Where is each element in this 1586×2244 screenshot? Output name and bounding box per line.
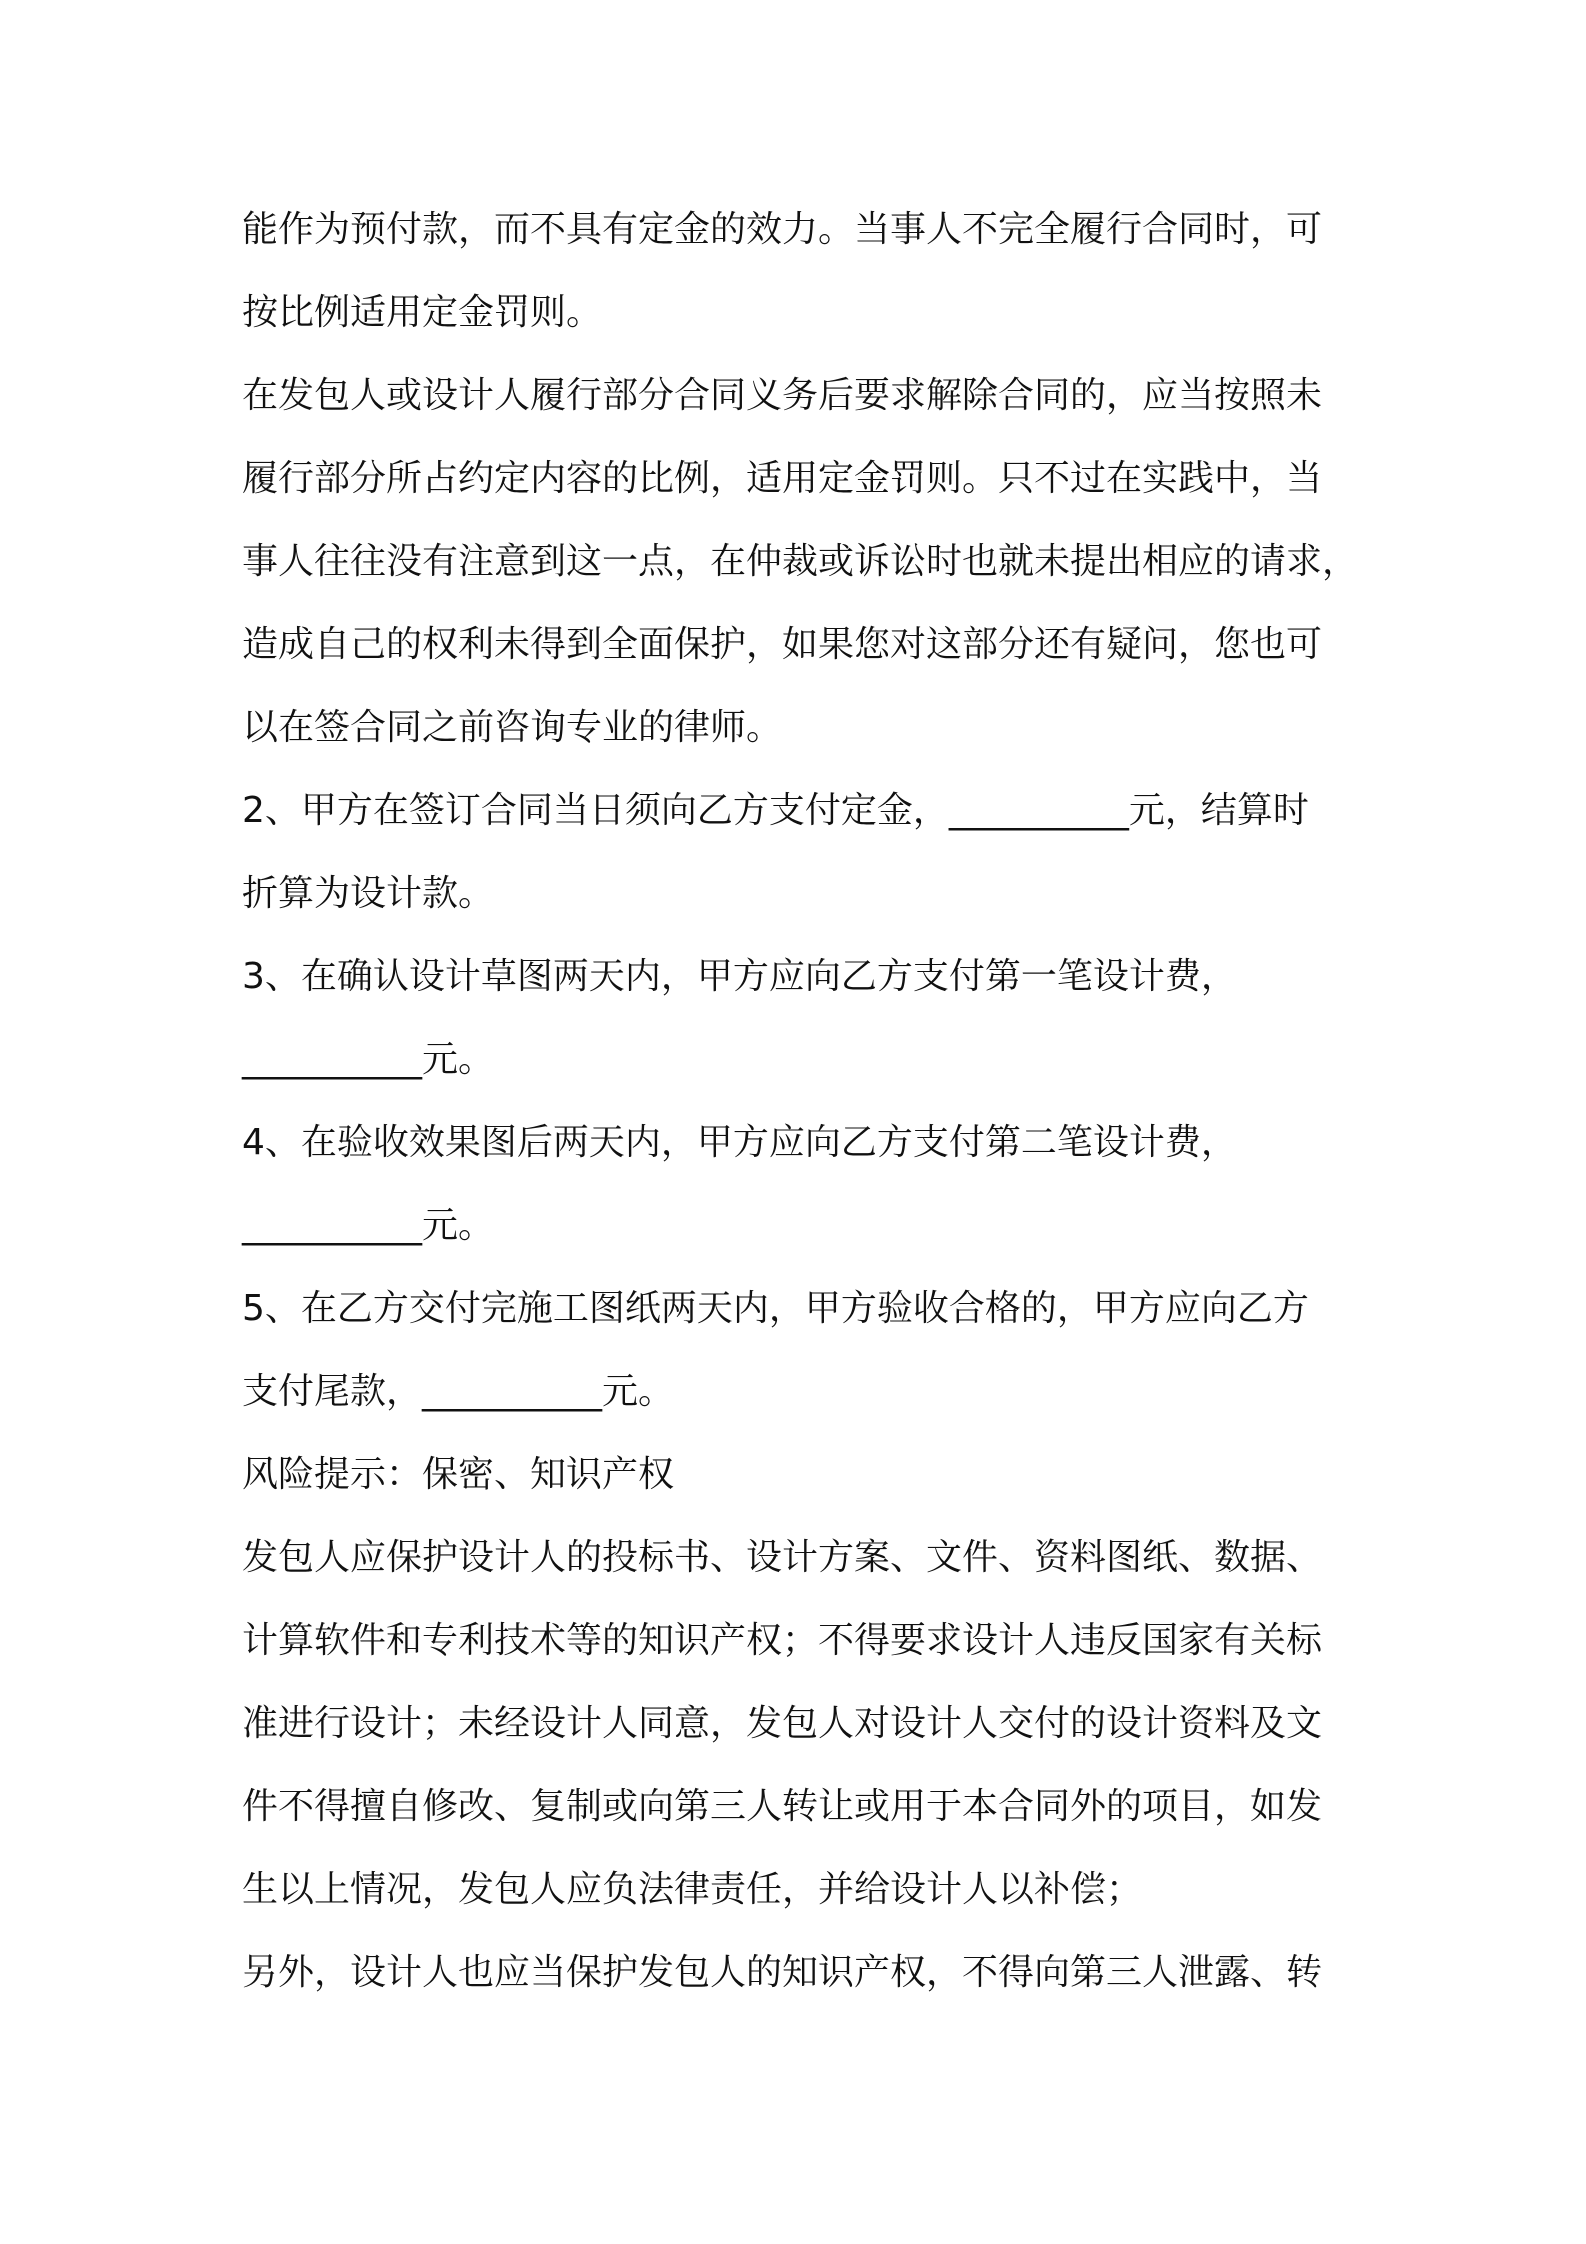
text-line: 事人往往没有注意到这一点，在仲裁或诉讼时也就未提出相应的请求， [242, 541, 1359, 582]
text-line: 件不得擅自修改、复制或向第三人转让或用于本合同外的项目，如发 [242, 1786, 1323, 1827]
section-heading: 风险提示：保密、知识产权 [242, 1454, 675, 1495]
text-line: 计算软件和专利技术等的知识产权；不得要求设计人违反国家有关标 [242, 1620, 1323, 1661]
text-line: 在发包人或设计人履行部分合同义务后要求解除合同的，应当按照未 [242, 375, 1323, 416]
text-line: 2、甲方在签订合同当日须向乙方支付定金，__________元，结算时 [242, 790, 1309, 831]
text-line: 3、在确认设计草图两天内，甲方应向乙方支付第一笔设计费， [242, 956, 1237, 997]
text-line: 准进行设计；未经设计人同意，发包人对设计人交付的设计资料及文 [242, 1703, 1323, 1744]
text-line: 发包人应保护设计人的投标书、设计方案、文件、资料图纸、数据、 [242, 1537, 1323, 1578]
text-line: 支付尾款，__________元。 [242, 1371, 675, 1412]
text-line: 4、在验收效果图后两天内，甲方应向乙方支付第二笔设计费， [242, 1122, 1237, 1163]
text-line: 以在签合同之前咨询专业的律师。 [242, 707, 783, 748]
text-line: 按比例适用定金罚则。 [242, 292, 603, 333]
text-line: __________元。 [242, 1039, 495, 1080]
text-line: 折算为设计款。 [242, 873, 495, 914]
text-line: 5、在乙方交付完施工图纸两天内，甲方验收合格的，甲方应向乙方 [242, 1288, 1309, 1329]
text-line: 能作为预付款，而不具有定金的效力。当事人不完全履行合同时，可 [242, 209, 1323, 250]
text-line: 另外，设计人也应当保护发包人的知识产权，不得向第三人泄露、转 [242, 1952, 1323, 1993]
text-line: 履行部分所占约定内容的比例，适用定金罚则。只不过在实践中，当 [242, 458, 1323, 499]
text-line: 生以上情况，发包人应负法律责任，并给设计人以补偿； [242, 1869, 1143, 1910]
text-line: __________元。 [242, 1205, 495, 1246]
text-line: 造成自己的权利未得到全面保护，如果您对这部分还有疑问，您也可 [242, 624, 1323, 665]
